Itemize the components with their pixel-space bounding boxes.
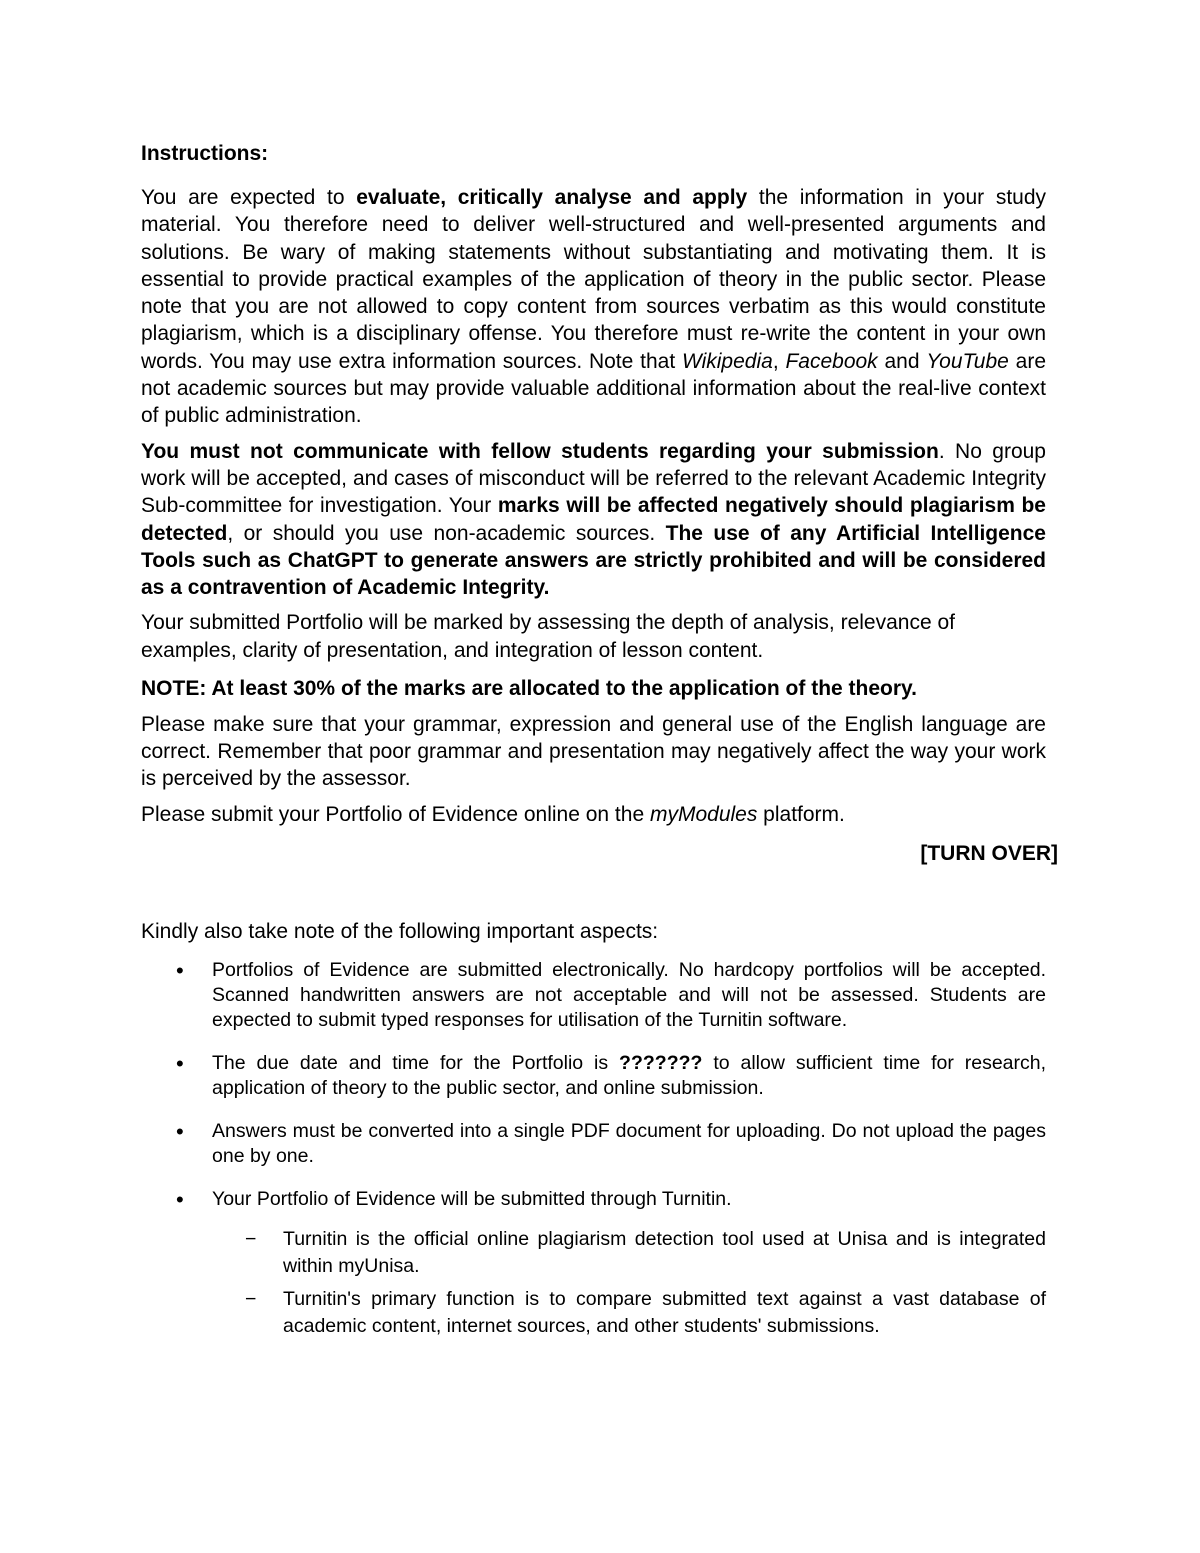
- list-item-text: The due date and time for the Portfolio is: [212, 1052, 620, 1075]
- bold-text: marks will be affected negatively should plagiarism be detected: [141, 494, 1046, 545]
- italic-text: YouTube: [926, 349, 1009, 373]
- text: You are expected to: [141, 186, 357, 209]
- text: Please submit your Portfolio of Evidence online on the: [141, 802, 650, 826]
- sub-list-item-text: Turnitin is the official online plagiarism detection tool used at Unisa and is integrated within myUnisa.: [283, 1228, 1046, 1278]
- important-aspects-list: [141, 958, 1046, 1212]
- italic-text: Wikipedia: [681, 349, 773, 373]
- text: platform.: [757, 802, 845, 826]
- italic-text: Facebook: [785, 349, 878, 373]
- bold-text: evaluate, critically analyse and apply: [356, 186, 748, 209]
- paragraph-expectations: [141, 184, 1046, 430]
- bullet-icon: •: [176, 1051, 184, 1077]
- dash-icon: −: [245, 1228, 257, 1251]
- sub-list-item-text: Turnitin's primary function is to compare submitted text against a vast database of academic content, internet sources, and other students' submissions.: [283, 1288, 1046, 1338]
- dash-icon: −: [245, 1288, 257, 1311]
- sub-list-item: [141, 1286, 1046, 1340]
- bold-text: The use of any Artificial Intelligence Tools such as ChatGPT to generate answers are strictly prohibited and will be considered as a contravention of Academic Integrity.: [141, 521, 1046, 600]
- text: are not academic sources but may provide valuable additional information about the real-live context of public administration.: [141, 349, 1046, 428]
- list-item-text: to allow sufficient time for research, application of theory to the public sector, and online submission.: [212, 1052, 1047, 1100]
- document-page: [141, 142, 1058, 1346]
- bullet-icon: •: [176, 1119, 184, 1145]
- sub-list-item: [141, 1226, 1046, 1280]
- text: and: [877, 349, 927, 373]
- text: , or should you use non-academic sources.: [227, 521, 666, 545]
- text: the information in your study material. You therefore need to deliver well-structured and well-presented arguments and solutions. Be wary of making statements without substantiating and motivating them. It is essential to provide practical examples of the application of theory in the public sector. Please note that you are not allowed to copy content from sources verbatim as this would constitute plagiarism, which is a disciplinary offense. You therefore must re-write the content in your own words. You may use extra information sources. Note that: [141, 186, 1047, 373]
- text: ,: [772, 349, 786, 373]
- bullet-icon: •: [176, 1187, 184, 1213]
- italic-text: myModules: [649, 802, 758, 826]
- bullet-icon: •: [176, 958, 184, 984]
- instructions-heading: Instructions:: [141, 142, 269, 165]
- list-item-text: Portfolios of Evidence are submitted electronically. No hardcopy portfolios will be accepted. Scanned handwritten answers are not acceptable and will not be assessed. Students are expected to submit typed responses for utilisation of the Turnitin software.: [212, 959, 1046, 1032]
- paragraph-marking: Your submitted Portfolio will be marked by assessing the depth of analysis, relevance of examples, clarity of presentation, and integration of lesson content.: [141, 611, 955, 663]
- turn-over-label: [TURN OVER]: [920, 842, 1058, 866]
- list-item: [141, 958, 1046, 1033]
- note-marks-allocation: NOTE: At least 30% of the marks are allocated to the application of the theory.: [141, 676, 917, 700]
- list-item-text: Your Portfolio of Evidence will be submitted through Turnitin.: [212, 1188, 732, 1211]
- list-item: [141, 1051, 1046, 1101]
- list-item-text: Answers must be converted into a single PDF document for uploading. Do not upload the pages one by one.: [212, 1120, 1046, 1168]
- text: . No group work will be accepted, and cases of misconduct will be referred to the relevant Academic Integrity Sub-committee for investigation. Your: [141, 439, 1046, 518]
- list-item: [141, 1119, 1046, 1169]
- important-aspects-intro: Kindly also take note of the following important aspects:: [141, 920, 659, 944]
- due-date-placeholder: ???????: [619, 1052, 703, 1075]
- turnitin-sublist: [141, 1226, 1046, 1340]
- paragraph-submission: [141, 801, 1046, 829]
- list-item: [141, 1187, 1046, 1212]
- bold-text: You must not communicate with fellow students regarding your submission: [141, 439, 939, 463]
- paragraph-integrity: [141, 438, 1046, 602]
- paragraph-grammar: Please make sure that your grammar, expression and general use of the English language are correct. Remember that poor grammar and presentation may negatively affect the way your work is perceived by the assessor.: [141, 712, 1046, 791]
